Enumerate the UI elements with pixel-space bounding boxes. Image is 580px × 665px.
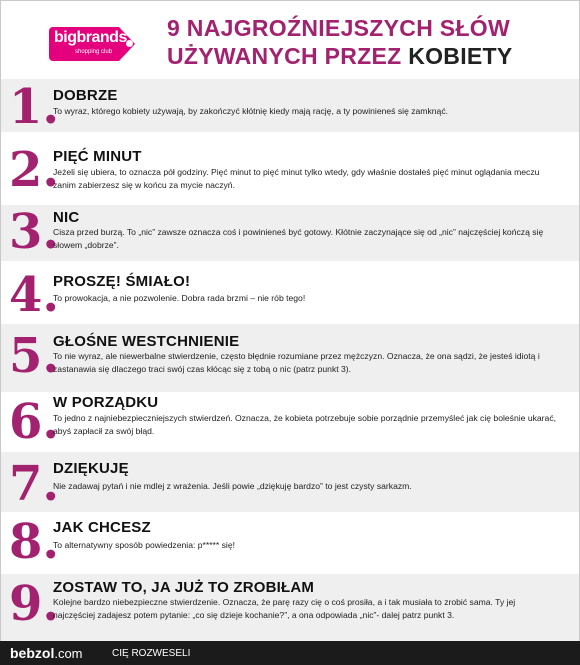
item-title: NIC (53, 209, 80, 226)
header (1, 1, 579, 79)
item-description: To wyraz, którego kobiety używają, by zakończyć kłótnię kiedy mają rację, a ty powinieneś się zamknąć. (53, 106, 449, 116)
item-title: W PORZĄDKU (53, 394, 159, 411)
logo-brands: brands (76, 29, 127, 46)
list-item-5 (1, 324, 579, 392)
item-description: Kolejne bardzo niebezpieczne stwierdzenie. Oznacza, że parę razy cię o coś prosiła, a i tak musiała to zrobić sama. Ty jej najczęściej zadajesz potem pytanie: „co się dzieje kochanie?”, a ona odpowiada „nic”- dalej patrz punkt 3. (53, 597, 516, 620)
item-number: 2. (9, 142, 60, 198)
list-item-1 (1, 79, 579, 135)
item-title: DOBRZE (53, 87, 118, 104)
item-number: 4. (9, 267, 60, 323)
list-item-8 (1, 512, 579, 574)
list-item-6 (1, 392, 579, 452)
logo-subtitle: shopping club (75, 49, 113, 55)
item-title: PIĘĆ MINUT (53, 148, 142, 165)
list-item-7 (1, 452, 579, 512)
item-description: Nie zadawaj pytań i nie mdlej z wrażenia. Jeśli powie „dziękuję bardzo” to jest czysty sarkazm. (53, 481, 412, 491)
item-description: To prowokacja, a nie pozwolenie. Dobra rada brzmi – nie rób tego! (53, 293, 306, 303)
item-description: Cisza przed burzą. To „nic” zawsze oznacza coś i powinieneś być gotowy. Kłótnie zaczynające się od „nic” najczęściej kończą się słowem „dobrze”. (53, 227, 544, 250)
item-number: 1. (9, 79, 60, 135)
brand-domain: .com (54, 646, 83, 661)
footer-bar (0, 641, 580, 665)
brand-name: bebzol (10, 645, 55, 661)
item-number: 5. (9, 328, 60, 384)
page-title-line2: UŻYWANYCH PRZEZ KOBIETY (167, 43, 513, 69)
item-title: DZIĘKUJĘ (53, 460, 129, 477)
item-number: 3. (9, 204, 60, 260)
page-title-line1: 9 NAJGROŹNIEJSZYCH SŁÓW (167, 15, 510, 41)
bebzol-logo[interactable] (10, 645, 83, 661)
list-item-9 (1, 574, 579, 641)
item-number: 8. (9, 514, 60, 570)
list-item-3 (1, 205, 579, 261)
item-title: PROSZĘ! ŚMIAŁO! (53, 273, 191, 290)
item-title: JAK CHCESZ (53, 519, 151, 536)
item-description: To jedno z najniebezpieczniejszych stwierdzeń. Oznacza, że kobieta potrzebuje sobie porządnie przemyśleć jak cię boleśnie ukarać, abyś zapłacił za swój błąd. (53, 413, 557, 436)
item-description: Jeżeli się ubiera, to oznacza pół godziny. Pięć minut to pięć minut tylko wtedy, gdy właśnie dostałeś pięć minut oglądania meczu zanim zabierzesz się w końcu za mycie naczyń. (53, 167, 540, 190)
item-description: To nie wyraz, ale niewerbalne stwierdzenie, często błędnie rozumiane przez mężczyzn. Oznacza, że ona sądzi, że jesteś idiotą i zastanawia się dlaczego traci swój czas kłócąc się z tobą o nic (patrz punkt 3). (53, 351, 540, 374)
page-title-dark: KOBIETY (408, 43, 513, 69)
item-description: To alternatywny sposób powiedzenia: p***** się! (53, 540, 236, 550)
item-title: GŁOŚNE WESTCHNIENIE (53, 333, 240, 350)
item-title: ZOSTAW TO, JA JUŻ TO ZROBIŁAM (53, 579, 315, 596)
item-number: 7. (9, 456, 60, 512)
logo-big: big (54, 29, 77, 46)
list-item-4 (1, 261, 579, 324)
footer-tagline: CIĘ ROZWESELI (112, 648, 191, 659)
list-item-2 (1, 132, 579, 205)
bigbrands-logo (49, 27, 139, 61)
item-number: 9. (9, 576, 60, 632)
item-number: 6. (9, 394, 60, 450)
